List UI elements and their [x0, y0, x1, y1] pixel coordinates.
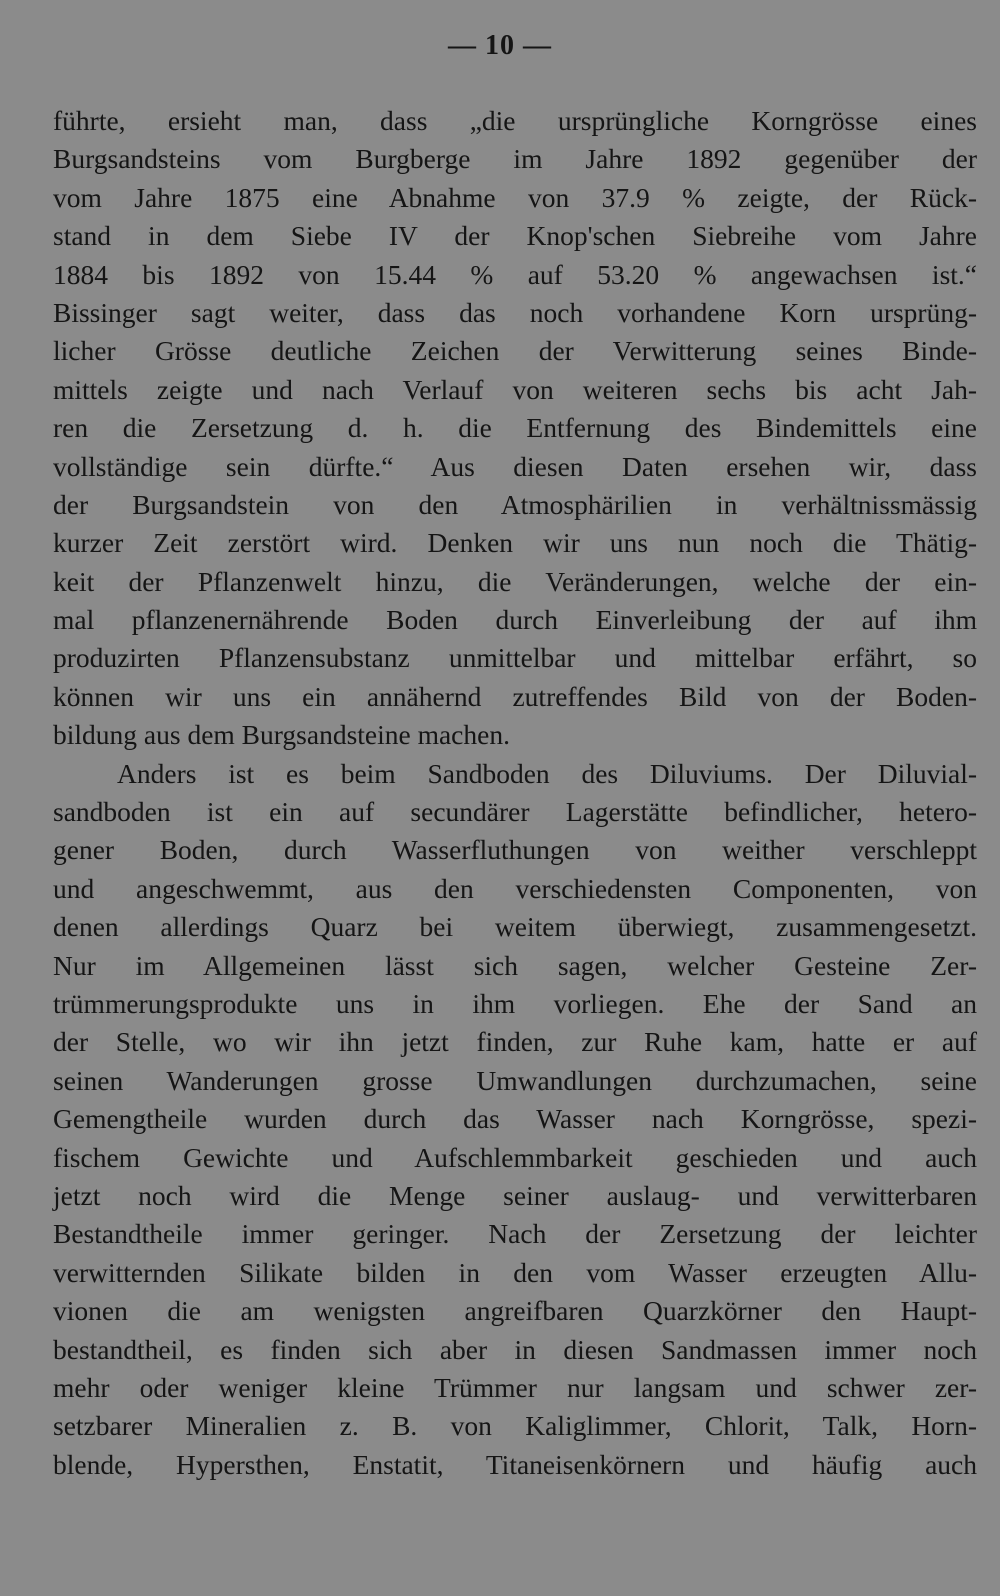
text-line: vom Jahre 1875 eine Abnahme von 37.9 % zeigte, der Rück- [53, 181, 977, 213]
body-text [53, 102, 977, 1484]
text-line: fischem Gewichte und Aufschlemmbarkeit geschieden und auch [53, 1141, 977, 1173]
text-line: können wir uns ein annähernd zutreffendes Bild von der Boden- [53, 680, 977, 712]
text-line: der Stelle, wo wir ihn jetzt finden, zur Ruhe kam, hatte er auf [53, 1026, 977, 1058]
text-line: setzbarer Mineralien z. B. von Kaliglimmer, Chlorit, Talk, Horn- [53, 1410, 977, 1442]
text-line: denen allerdings Quarz bei weitem überwiegt, zusammengesetzt. [53, 911, 977, 943]
text-line: Bestandtheile immer geringer. Nach der Zersetzung der leichter [53, 1218, 977, 1250]
text-line: 1884 bis 1892 von 15.44 % auf 53.20 % angewachsen ist.“ [53, 258, 977, 290]
text-line: der Burgsandstein von den Atmosphärilien in verhältnissmässig [53, 488, 977, 520]
text-line: mehr oder weniger kleine Trümmer nur langsam und schwer zer- [53, 1371, 977, 1403]
text-line: und angeschwemmt, aus den verschiedensten Componenten, von [53, 872, 977, 904]
text-line: mal pflanzenernährende Boden durch Einverleibung der auf ihm [53, 604, 977, 636]
text-line: trümmerungsprodukte uns in ihm vorliegen. Ehe der Sand an [53, 987, 977, 1019]
text-line: vollständige sein dürfte.“ Aus diesen Daten ersehen wir, dass [53, 450, 977, 482]
text-line: Bissinger sagt weiter, dass das noch vorhandene Korn ursprüng- [53, 296, 977, 328]
text-line: licher Grösse deutliche Zeichen der Verwitterung seines Binde- [53, 335, 977, 367]
text-line: führte, ersieht man, dass „die ursprüngliche Korngrösse eines [53, 105, 977, 136]
text-line: vionen die am wenigsten angreifbaren Quarzkörner den Haupt- [53, 1295, 977, 1327]
text-line: jetzt noch wird die Menge seiner auslaug- und verwitterbaren [53, 1179, 977, 1211]
text-line: ren die Zersetzung d. h. die Entfernung des Bindemittels eine [53, 412, 977, 444]
text-line: blende, Hypersthen, Enstatit, Titaneisenkörnern und häufig auch [53, 1448, 977, 1480]
text-line: Gemengtheile wurden durch das Wasser nach Korngrösse, spezi- [53, 1103, 977, 1135]
text-line: Nur im Allgemeinen lässt sich sagen, welcher Gesteine Zer- [53, 949, 977, 981]
page-number: — 10 — [448, 30, 552, 61]
text-line: mittels zeigte und nach Verlauf von weiteren sechs bis acht Jah- [53, 373, 977, 405]
text-line: verwitternden Silikate bilden in den vom Wasser erzeugten Allu- [53, 1256, 977, 1288]
text-line: seinen Wanderungen grosse Umwandlungen durchzumachen, seine [53, 1064, 977, 1096]
text-line: stand in dem Siebe IV der Knop'schen Siebreihe vom Jahre [53, 220, 977, 252]
text-line: Burgsandsteins vom Burgberge im Jahre 1892 gegenüber der [53, 143, 977, 175]
text-line: bildung aus dem Burgsandsteine machen. [53, 719, 510, 751]
text-line: gener Boden, durch Wasserfluthungen von weither verschleppt [53, 834, 977, 866]
text-line: keit der Pflanzenwelt hinzu, die Veränderungen, welche der ein- [53, 565, 977, 597]
text-line: bestandtheil, es finden sich aber in diesen Sandmassen immer noch [53, 1333, 977, 1365]
text-line: sandboden ist ein auf secundärer Lagerstätte befindlicher, hetero- [53, 796, 977, 828]
text-line: produzirten Pflanzensubstanz unmittelbar und mittelbar erfährt, so [53, 642, 977, 674]
text-line: kurzer Zeit zerstört wird. Denken wir uns nun noch die Thätig- [53, 527, 977, 559]
text-line: Anders ist es beim Sandboden des Diluviums. Der Diluvial- [117, 757, 977, 789]
